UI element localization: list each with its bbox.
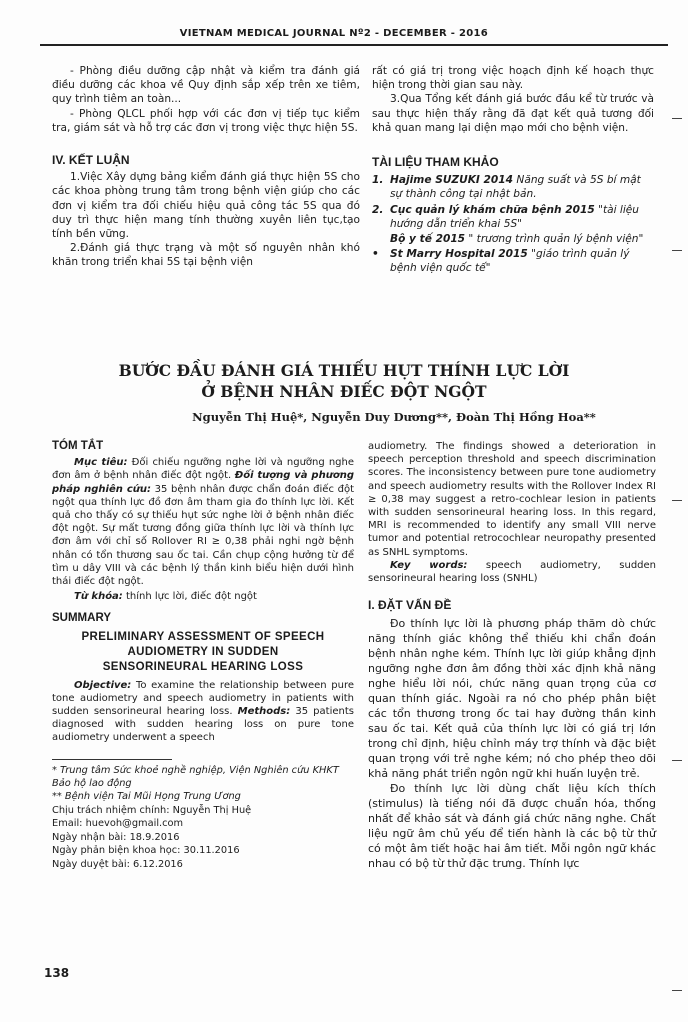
references-heading: TÀI LIỆU THAM KHẢO bbox=[372, 155, 499, 170]
summary-title-line: AUDIOMETRY IN SUDDEN bbox=[127, 645, 279, 658]
article-title bbox=[0, 360, 688, 402]
summary-title-line: SENSORINEURAL HEARING LOSS bbox=[102, 660, 304, 673]
margin-mark bbox=[672, 500, 682, 501]
footnotes bbox=[52, 764, 354, 871]
reference-list bbox=[372, 173, 654, 275]
intro-paragraph: Đo thính lực lời là phương pháp thăm dò chức năng thính giác không thể thiếu khi chẩn đoán bệnh nhân nghe kém. Thính lực lời giúp khẳng định ngưỡng nghe đơn âm đồng thời xác định khả năng nghe hiểu lời nói, chức năng quan trọng của cơ quan thính giác. Ngoài ra nó cho phép phân biệt các tổn thương trong ốc tai hay đường thần kinh sau ốc tai. Kết quả của thính lực lời có giá trị lớn trong chỉ định, hiệu chỉnh máy trợ thính và đặc biệt quan trọng với trẻ nghe kém; nó cho phép theo dõi khả năng phát triển ngôn ngữ khi huấn luyện trẻ. bbox=[368, 617, 656, 781]
reference-item bbox=[372, 247, 654, 275]
summary-title bbox=[52, 630, 354, 675]
paragraph: 1.Việc Xây dựng bảng kiểm đánh giá thực hiện 5S cho các khoa phòng trung tâm trong bệnh viện giúp cho các đơn vị kiểm tra đối chiếu hiệu quả công tác 5S qua đó duy trì thực hiện mang tính thường xuyên liên tục,tạo tính bền vững. bbox=[52, 171, 360, 241]
summary-objective-text: To examine the relationship between pure tone audiometry and speech audiometry in patients with sudden sensorineural hearing loss. bbox=[52, 679, 354, 718]
keywords-label: Từ khóa: bbox=[74, 591, 123, 603]
paragraph: rất có giá trị trong việc hoạch định kế hoạch thực hiện trong thời gian sau này. bbox=[372, 65, 654, 92]
summary-methods-label: Methods: bbox=[237, 706, 291, 718]
abstract-methods-text: 35 bệnh nhân được chẩn đoán điếc đột ngột qua thính lực đồ đơn âm tham gia đo thính lực lời. Kết quả cho thấy có sự thiếu hụt sức nghe lời ở bệnh nhân điếc đột ngột. Sự mất tương đồng giữa thính lực lời và thính lực đơn âm với chỉ số Rollover RI ≥ 0,38 phải nghi ngờ bệnh nhân có tổn thương sau ốc tai. Cần chụp cộng hưởng từ để tìm u dây VIII và các bệnh lý thần kinh biểu hiện dưới hình thái điếc đột ngột. bbox=[52, 483, 354, 588]
footnote-received-date: Ngày nhận bài: 18.9.2016 bbox=[52, 831, 180, 843]
intro-heading: I. ĐẶT VẤN ĐỀ bbox=[368, 598, 452, 613]
summary-paragraph bbox=[52, 679, 354, 745]
reference-author: Cục quản lý khám chữa bệnh 2015 bbox=[390, 203, 595, 216]
reference-author: Bộ y tế 2015 bbox=[390, 233, 466, 246]
previous-article-left-column bbox=[52, 64, 360, 270]
keywords-text: thính lực lời, điếc đột ngột bbox=[122, 591, 257, 603]
summary-methods-text: 35 patients diagnosed with sudden hearing loss on pure tone audiometry underwent a speech bbox=[52, 706, 354, 744]
reference-text: " trương trình quản lý bệnh viện" bbox=[465, 233, 644, 246]
footnote-accepted-date: Ngày duyệt bài: 6.12.2016 bbox=[52, 858, 183, 870]
reference-text: "giáo trình quản lý bệnh viện quốc tế" bbox=[390, 248, 630, 275]
article-authors: Nguyễn Thị Huệ*, Nguyễn Duy Dương**, Đoàn Thị Hồng Hoa** bbox=[192, 410, 596, 424]
summary-title-line: PRELIMINARY ASSESSMENT OF SPEECH bbox=[81, 630, 325, 643]
abstract-keywords bbox=[52, 590, 354, 603]
reference-item bbox=[372, 232, 654, 246]
reference-marker: 1. bbox=[372, 174, 384, 187]
footnote-corresponding-author: Chịu trách nhiệm chính: Nguyễn Thị Huệ bbox=[52, 804, 252, 816]
reference-marker: • bbox=[372, 248, 379, 261]
summary-heading: SUMMARY bbox=[52, 612, 111, 625]
reference-marker bbox=[372, 232, 390, 246]
footnote-affiliation: ** Bệnh viện Tai Mũi Họng Trung Ương bbox=[52, 791, 241, 803]
paragraph: 3.Qua Tổng kết đánh giá bước đầu kể từ trước và sau thực hiện thấy rằng đã đạt kết quả tương đối khả quan mang lại diện mạo mới cho bệnh viện. bbox=[372, 93, 654, 134]
running-header: VIETNAM MEDICAL JOURNAL Nº2 - DECEMBER - 2016 bbox=[179, 28, 488, 39]
abstract-methods-label: Đối tượng và phương pháp nghiên cứu: bbox=[52, 470, 354, 495]
footnote-rule bbox=[52, 759, 172, 760]
page-number: 138 bbox=[44, 966, 70, 980]
abstract-objective-label: Mục tiêu: bbox=[74, 457, 128, 469]
paragraph: - Phòng điều dưỡng cập nhật và kiểm tra đánh giá điều dưỡng các khoa về Quy định sắp xếp trên xe tiêm, quy trình tiêm an toàn... bbox=[52, 65, 360, 106]
reference-item bbox=[372, 173, 654, 201]
reference-author: Hajime SUZUKI 2014 bbox=[390, 174, 514, 187]
header-rule bbox=[40, 44, 668, 46]
summary-keywords bbox=[368, 559, 656, 585]
margin-mark bbox=[672, 990, 682, 991]
reference-text: Năng suất và 5S bí mật sự thành công tại nhật bản. bbox=[390, 174, 641, 201]
summary-continued: audiometry. The findings showed a deterioration in speech perception threshold and speech discrimination scores. The inconsistency between pure tone audiometry and speech audiometry results with the Rollover Index RI ≥ 0,38 may suggest a retro-cochlear lesion in patients with sudden sensorineural hearing loss. In this regard, MRI is recommended to identify any small VIII nerve tumor and potential retrocochlear neuropathy presented as SNHL symptoms. bbox=[368, 441, 656, 558]
previous-article-right-column bbox=[372, 64, 654, 277]
summary-keywords-label: Key words: bbox=[390, 559, 468, 571]
abstract-paragraph bbox=[52, 456, 354, 588]
reference-text: "tài liệu hướng dẫn triển khai 5S" bbox=[390, 203, 640, 230]
reference-item bbox=[372, 203, 654, 231]
summary-objective-label: Objective: bbox=[74, 679, 132, 691]
footnote-review-date: Ngày phản biện khoa học: 30.11.2016 bbox=[52, 845, 240, 857]
margin-mark bbox=[672, 118, 682, 119]
article-right-column bbox=[368, 440, 656, 871]
paragraph: - Phòng QLCL phối hợp với các đơn vị tiếp tục kiểm tra, giám sát và hỗ trợ các đơn vị trong việc thực hiện 5S. bbox=[52, 107, 360, 134]
footnote-email: Email: huevoh@gmail.com bbox=[52, 818, 184, 830]
reference-author: St Marry Hospital 2015 bbox=[390, 248, 528, 261]
article-title-line: BƯỚC ĐẦU ĐÁNH GIÁ THIẾU HỤT THÍNH LỰC LỜI bbox=[118, 361, 570, 380]
margin-mark bbox=[672, 250, 682, 251]
abstract-heading: TÓM TẮT bbox=[52, 440, 104, 452]
paragraph: 2.Đánh giá thực trạng và một số nguyên nhân khó khăn trong triển khai 5S tại bệnh viện bbox=[52, 242, 360, 269]
section-heading: IV. KẾT LUẬN bbox=[52, 153, 130, 168]
article-left-column bbox=[52, 440, 354, 871]
reference-marker: 2. bbox=[372, 203, 384, 216]
article-title-line: Ở BỆNH NHÂN ĐIẾC ĐỘT NGỘT bbox=[201, 382, 487, 401]
summary-keywords-text: speech audiometry, sudden sensorineural hearing loss (SNHL) bbox=[368, 559, 657, 585]
abstract-objective-text: Đối chiếu ngưỡng nghe lời và ngưỡng nghe đơn âm ở bệnh nhân điếc đột ngột. bbox=[52, 457, 355, 482]
margin-mark bbox=[672, 760, 682, 761]
intro-paragraph: Đo thính lực lời dùng chất liệu kích thích (stimulus) là tiếng nói đã được chuẩn hóa, thống nhất để khảo sát và đánh giá chức năng nghe. Chất liệu ngữ âm chủ yếu để tiến hành là các bộ từ thử có một âm tiết hoặc hai âm tiết. Mỗi ngôn ngữ khác nhau có bộ từ thử đặc trưng. Thính lực bbox=[368, 782, 656, 871]
footnote-affiliation: * Trung tâm Sức khoẻ nghề nghiệp, Viện Nghiên cứu KHKT Bảo hộ lao động bbox=[52, 764, 339, 790]
